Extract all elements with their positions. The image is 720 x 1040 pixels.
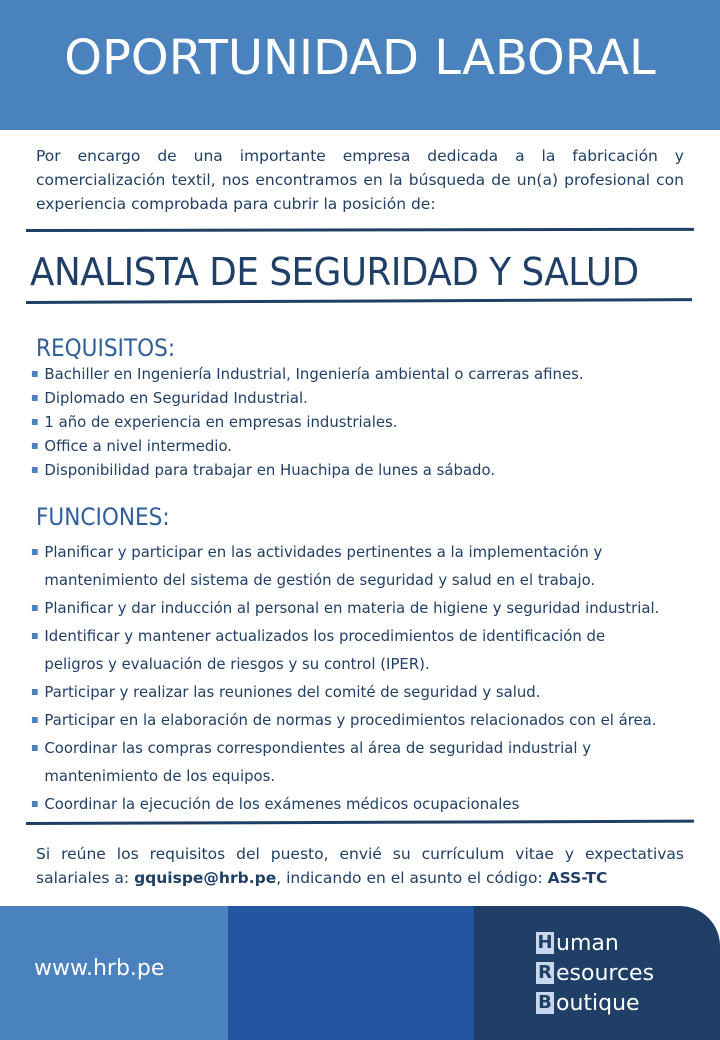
closing-text: , indicando en el asunto el código:: [276, 869, 548, 887]
list-item: [30, 790, 659, 818]
logo-word: uman: [556, 930, 619, 956]
logo-row: [536, 928, 654, 958]
closing-paragraph: [36, 842, 684, 890]
functions-title: FUNCIONES:: [36, 503, 170, 531]
footer-panel-mid: [228, 906, 474, 1040]
divider: [26, 228, 694, 232]
list-item: [30, 678, 659, 706]
requirements-list: [30, 362, 607, 482]
logo-row: [536, 988, 654, 1018]
logo-row: [536, 958, 654, 988]
list-item-line: Coordinar las compras correspondientes al área de seguridad industrial y: [44, 739, 592, 757]
list-item: [30, 594, 659, 622]
logo-word: esources: [556, 960, 655, 986]
list-item: [30, 706, 659, 734]
list-item: [30, 734, 659, 790]
divider: [26, 298, 692, 304]
logo-letter: R: [536, 962, 554, 984]
logo-letter: B: [536, 992, 554, 1014]
list-item: Diplomado en Seguridad Industrial.: [30, 386, 584, 410]
list-item-line: Planificar y dar inducción al personal en materia de higiene y seguridad industrial.: [44, 599, 660, 617]
list-item: Office a nivel intermedio.: [30, 434, 584, 458]
list-item: 1 año de experiencia en empresas industriales.: [30, 410, 584, 434]
contact-email[interactable]: gquispe@hrb.pe: [134, 869, 277, 887]
closing-text: Si reúne los requisitos del puesto, envié su currículum vitae y expectativas salariales a:: [36, 845, 684, 887]
job-title: ANALISTA DE SEGURIDAD Y SALUD: [30, 250, 639, 294]
list-item: [30, 538, 659, 594]
logo-word: outique: [556, 990, 640, 1016]
list-item: Disponibilidad para trabajar en Huachipa de lunes a sábado.: [30, 458, 584, 482]
list-item-line: mantenimiento del sistema de gestión de seguridad y salud en el trabajo.: [44, 571, 596, 589]
footer-panel-light: [0, 906, 228, 1040]
list-item-line: Identificar y mantener actualizados los procedimientos de identificación de: [44, 627, 606, 645]
list-item-line: Coordinar la ejecución de los exámenes médicos ocupacionales: [44, 795, 520, 813]
list-item-line: Participar y realizar las reuniones del comité de seguridad y salud.: [44, 683, 541, 701]
intro-paragraph: Por encargo de una importante empresa dedicada a la fabricación y comercialización textil, nos encontramos en la búsqueda de un(a) profesional con experiencia comprobada para cubrir la posición de:: [36, 147, 684, 213]
list-item-line: Planificar y participar en las actividades pertinentes a la implementación y: [44, 543, 603, 561]
list-item-line: mantenimiento de los equipos.: [44, 767, 276, 785]
header-banner: [0, 0, 720, 130]
list-item-line: Participar en la elaboración de normas y procedimientos relacionados con el área.: [44, 711, 657, 729]
logo-letter: H: [537, 932, 553, 953]
divider: [26, 820, 694, 825]
company-logo: [536, 928, 654, 1018]
page-title: OPORTUNIDAD LABORAL: [64, 30, 656, 86]
list-item-line: peligros y evaluación de riesgos y su control (IPER).: [44, 655, 430, 673]
list-item: Bachiller en Ingeniería Industrial, Ingeniería ambiental o carreras afines.: [30, 362, 584, 386]
list-item: [30, 622, 659, 678]
job-code: ASS-TC: [547, 869, 608, 887]
functions-list: [30, 538, 686, 818]
requirements-title: REQUISITOS:: [36, 334, 176, 362]
footer: [0, 906, 720, 1040]
website-link[interactable]: www.hrb.pe: [34, 956, 165, 981]
